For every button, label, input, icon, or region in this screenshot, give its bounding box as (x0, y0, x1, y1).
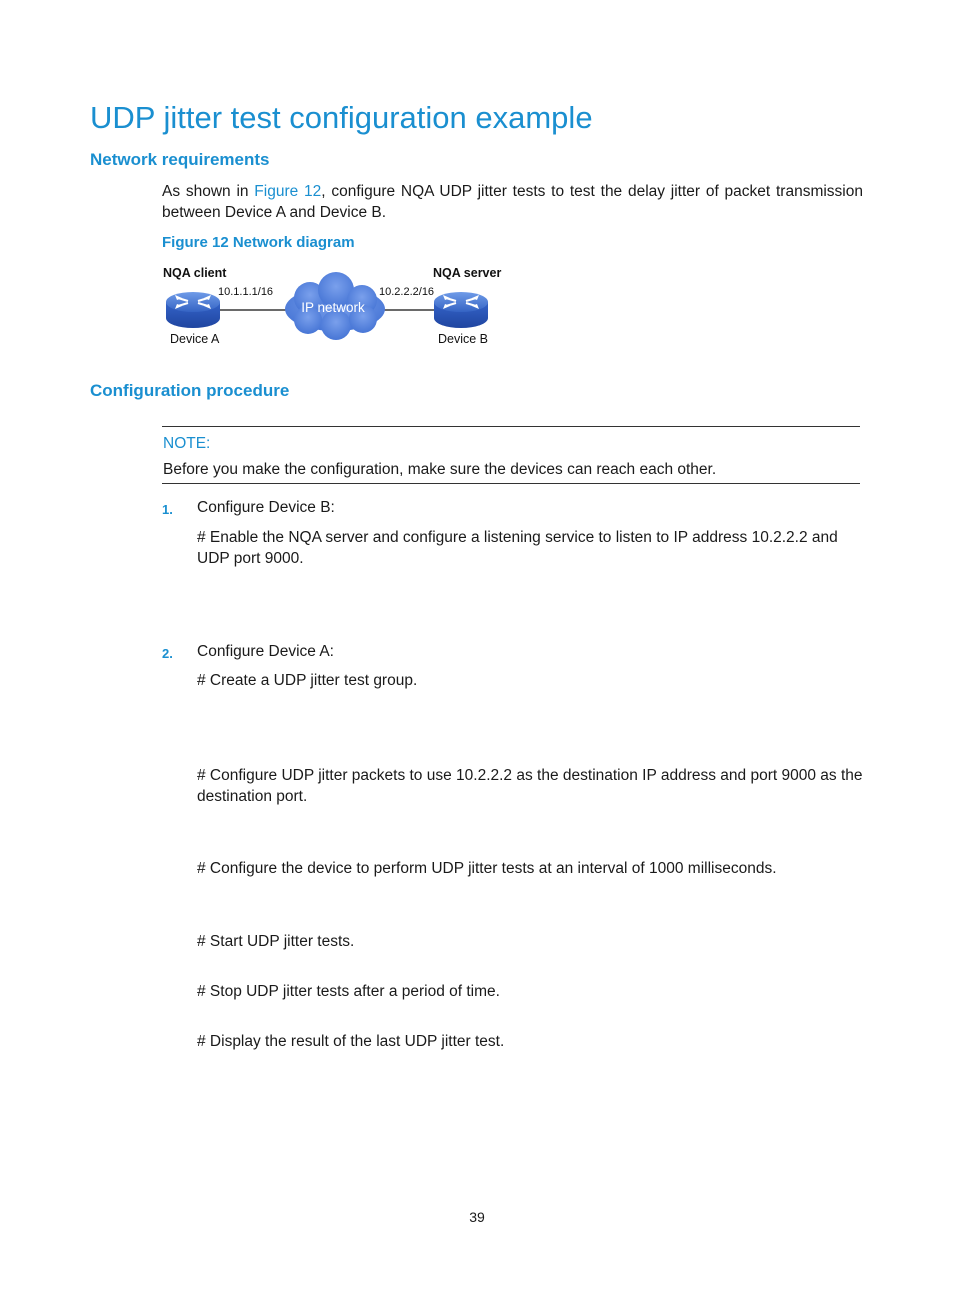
section-heading-configuration-procedure: Configuration procedure (90, 381, 290, 400)
figure-caption: Figure 12 Network diagram (162, 234, 355, 251)
step-2-paragraph: # Stop UDP jitter tests after a period of time. (197, 983, 500, 1000)
ip-address-b: 10.2.2.2/16 (379, 286, 435, 298)
step-number-2: 2. (162, 646, 173, 661)
device-a-label: Device A (170, 332, 220, 346)
ip-network-label: IP network (301, 300, 365, 315)
page-title: UDP jitter test configuration example (90, 100, 593, 135)
router-icon-device-b (434, 292, 488, 328)
note-label: NOTE: (163, 435, 211, 452)
intro-text-post: , configure NQA UDP jitter tests to test the delay jitter of packet transmission between Device A and Device B. (162, 183, 863, 221)
step-title-2: Configure Device A: (197, 643, 334, 660)
page-number: 39 (469, 1209, 485, 1225)
router-icon-device-a (166, 292, 220, 328)
step-2-paragraph: # Start UDP jitter tests. (197, 933, 355, 950)
note-text: Before you make the configuration, make sure the devices can reach each other. (163, 461, 717, 478)
section-heading-network-requirements: Network requirements (90, 150, 270, 169)
intro-paragraph (162, 181, 863, 223)
nqa-server-label: NQA server (433, 266, 502, 280)
network-diagram (160, 262, 520, 352)
step-2-paragraph: # Configure UDP jitter packets to use 10.2.2.2 as the destination IP address and port 9000 as the destination port. (197, 767, 863, 805)
figure-link[interactable]: Figure 12 (254, 183, 322, 200)
intro-text-pre: As shown in (162, 183, 255, 200)
nqa-client-label: NQA client (163, 266, 227, 280)
note-box (162, 426, 860, 484)
ip-address-a: 10.1.1.1/16 (218, 286, 274, 298)
step-title-1: Configure Device B: (197, 499, 335, 516)
device-b-label: Device B (438, 332, 489, 346)
step-number-1: 1. (162, 502, 173, 517)
step-2-paragraph: # Configure the device to perform UDP jitter tests at an interval of 1000 milliseconds. (197, 860, 777, 877)
step-2-paragraph: # Display the result of the last UDP jitter test. (197, 1033, 505, 1050)
step-2-paragraph: # Create a UDP jitter test group. (197, 672, 418, 689)
step-1-paragraph: # Enable the NQA server and configure a listening service to listen to IP address 10.2.2.2 and UDP port 9000. (197, 529, 838, 567)
